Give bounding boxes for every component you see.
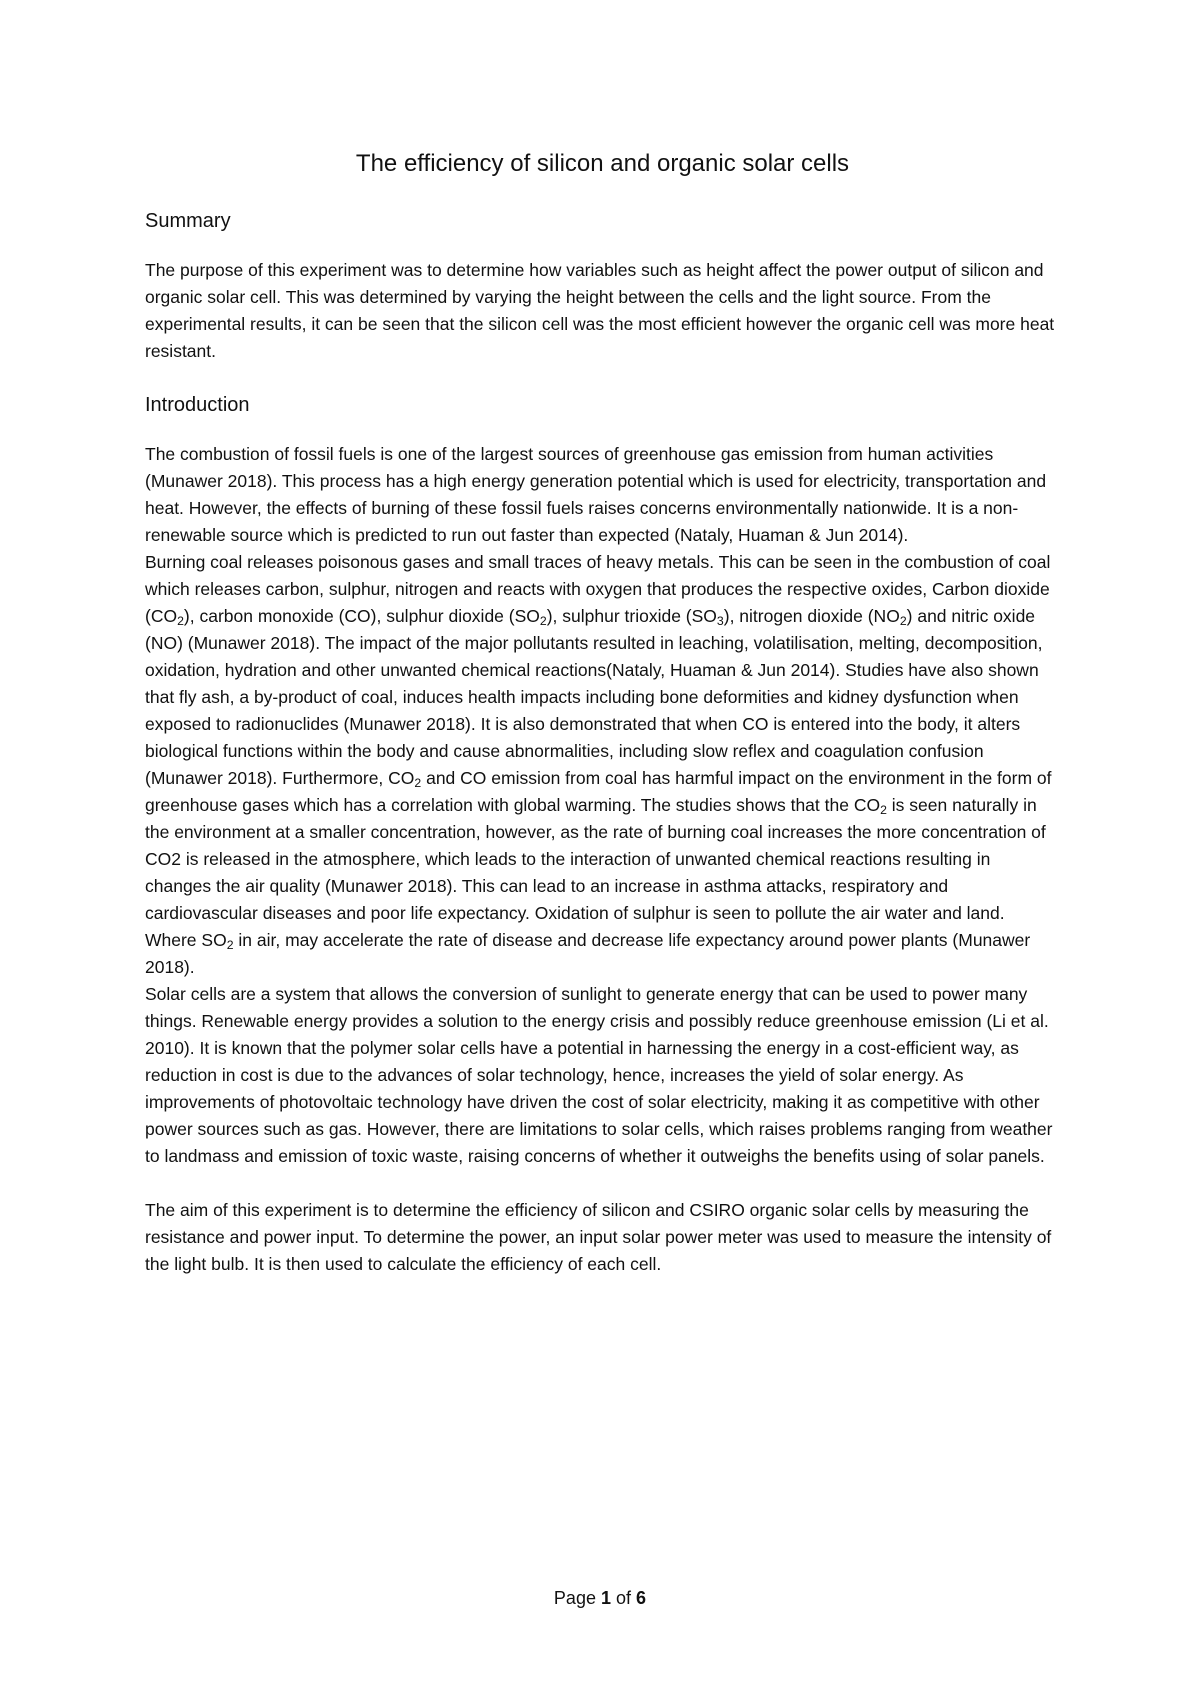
co2-subscript: 2 (177, 613, 184, 628)
page-footer (0, 1588, 1200, 1609)
footer-page-word: Page (553, 1588, 596, 1608)
footer-of-word: of (616, 1588, 632, 1608)
p2-text-1: Burning coal releases poisonous gases and small traces of heavy metals. This can be seen in the combustion of coal which releases carbon, sulphur, nitrogen and reacts with oxygen that produces the respective oxides, Carbon dioxide (CO (145, 551, 1051, 626)
introduction-paragraph-3: Solar cells are a system that allows the conversion of sunlight to generate energy that can be used to power many things. Renewable energy provides a solution to the energy crisis and possibly reduce greenhouse emission (Li et al. 2010). It is known that the polymer solar cells have a potential in harnessing the energy in a cost-efficient way, as reduction in cost is due to the advances of solar technology, hence, increases the yield of solar energy. As improvements of photovoltaic technology have driven the cost of solar electricity, making it as competitive with other power sources such as gas. However, there are limitations to solar cells, which raises problems ranging from weather to landmass and emission of toxic waste, raising concerns of whether it outweighs the benefits using of solar panels. (145, 983, 1053, 1166)
document-title: The efficiency of silicon and organic solar cells (355, 150, 850, 177)
footer-page-number: 1 (600, 1588, 611, 1608)
summary-paragraph: The purpose of this experiment was to determine how variables such as height affect the power output of silicon and organic solar cell. This was determined by varying the height between the cells and the light source. From the experimental results, it can be seen that the silicon cell was the most efficient however the organic cell was more heat resistant. (145, 259, 1055, 361)
summary-heading: Summary (145, 209, 231, 232)
introduction-heading: Introduction (145, 393, 250, 416)
co2-subscript-3: 2 (880, 802, 887, 817)
introduction-paragraph-2 (145, 549, 1060, 981)
introduction-paragraph-4: The aim of this experiment is to determine the efficiency of silicon and CSIRO organic solar cells by measuring the resistance and power input. To determine the power, an input solar power meter was used to measure the intensity of the light bulb. It is then used to calculate the efficiency of each cell. (145, 1199, 1052, 1274)
p2-text-6: and CO emission from coal has harmful impact on the environment in the form of greenhouse gases which has a correlation with global warming. The studies shows that the CO (145, 767, 1052, 815)
p2-text-5: ) and nitric oxide (NO) (Munawer 2018). The impact of the major pollutants resulted in leaching, volatilisation, melting, decomposition, oxidation, hydration and other unwanted chemical reactions(Nataly, Huaman & Jun 2014). Studies have also shown that fly ash, a by-product of coal, induces health impacts including bone deformities and kidney dysfunction when exposed to radionuclides (Munawer 2018). It is also demonstrated that when CO is entered into the body, it alters biological functions within the body and cause abnormalities, including slow reflex and coagulation confusion (Munawer 2018). Furthermore, CO (145, 605, 1043, 788)
so3-subscript: 3 (716, 613, 724, 628)
so2-subscript: 2 (539, 613, 547, 628)
footer-page-total: 6 (636, 1588, 647, 1608)
document-body (145, 150, 1060, 1278)
p2-text-4: ), nitrogen dioxide (NO (723, 605, 900, 626)
p2-text-7: is seen naturally in the environment at a smaller concentration, however, as the rate of burning coal increases the more concentration of CO2 is released in the atmosphere, which leads to the interaction of unwanted chemical reactions resulting in changes the air quality (Munawer 2018). This can lead to an increase in asthma attacks, respiratory and cardiovascular diseases and poor life expectancy. Oxidation of sulphur is seen to pollute the air water and land. Where SO (145, 794, 1046, 950)
p2-text-2: ), carbon monoxide (CO), sulphur dioxide (SO (183, 605, 540, 626)
p2-text-3: ), sulphur trioxide (SO (546, 605, 717, 626)
introduction-paragraph-1: The combustion of fossil fuels is one of the largest sources of greenhouse gas emission from human activities (Munawer 2018). This process has a high energy generation potential which is used for electricity, transportation and heat. However, the effects of burning of these fossil fuels raises concerns environmentally nationwide. It is a non-renewable source which is predicted to run out faster than expected (Nataly, Huaman & Jun 2014). (145, 443, 1047, 545)
no2-subscript: 2 (899, 613, 907, 628)
co2-subscript-2: 2 (414, 775, 422, 790)
p2-text-8: in air, may accelerate the rate of disease and decrease life expectancy around power plants (Munawer 2018). (145, 929, 1031, 977)
so2-subscript-2: 2 (226, 937, 234, 952)
